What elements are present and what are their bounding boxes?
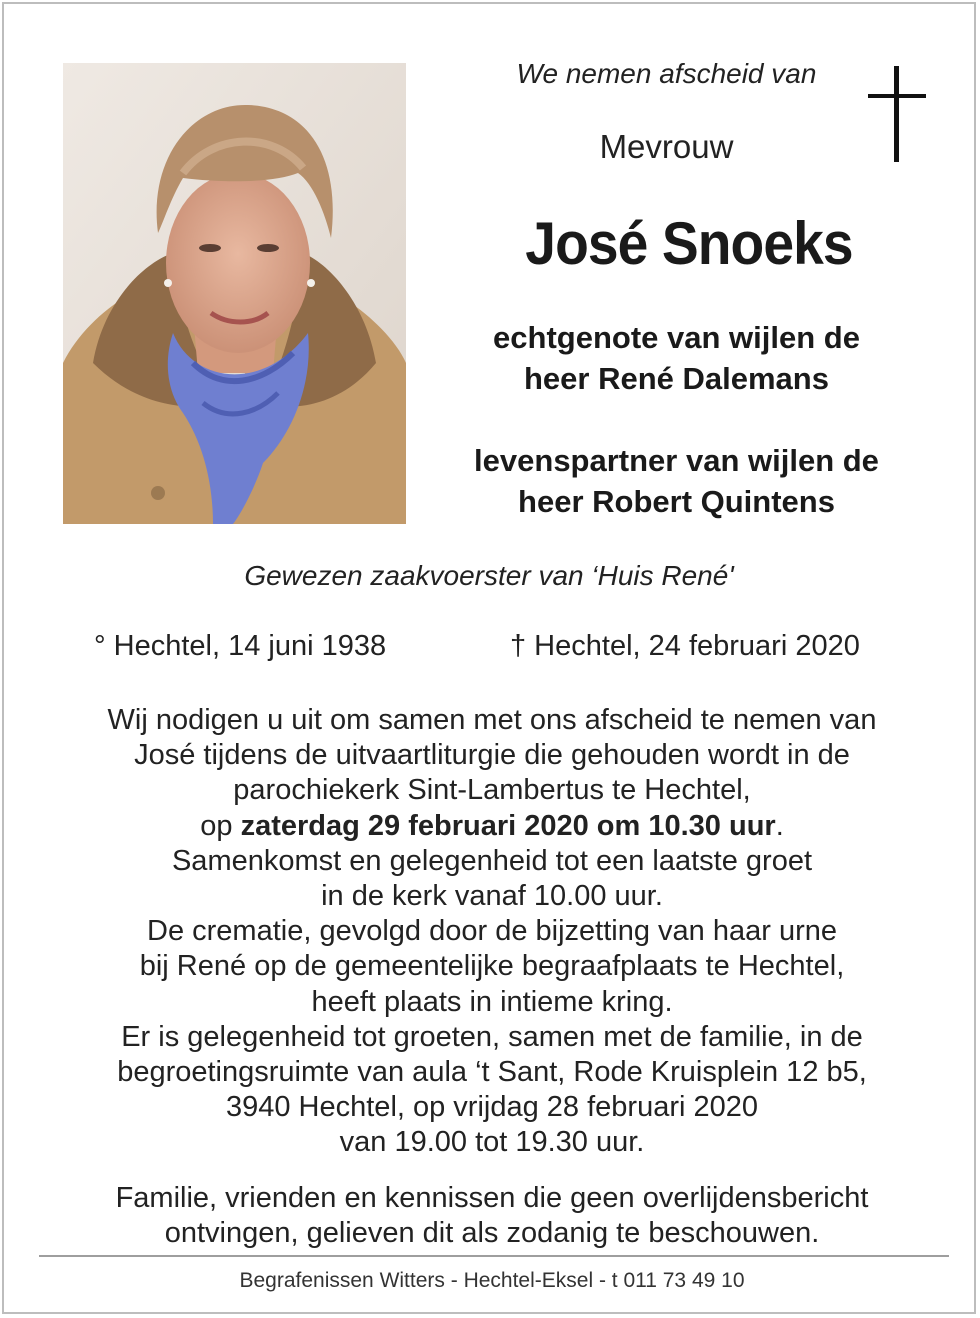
body-line: Samenkomst en gelegenheid tot een laatste groet bbox=[171, 844, 813, 877]
birth-info: ° Hechtel, 14 juni 1938 bbox=[94, 630, 387, 662]
body-line: 3940 Hechtel, op vrijdag 28 februari 2020 bbox=[225, 1091, 759, 1124]
occupation: Gewezen zaakvoerster van ‘Huis René' bbox=[244, 560, 734, 591]
obituary-card bbox=[2, 2, 976, 1314]
relation-spouse-line: echtgenote van wijlen de bbox=[493, 320, 860, 355]
funeral-home-footer: Begrafenissen Witters - Hechtel-Eksel - t 011 73 49 10 bbox=[239, 1269, 745, 1292]
body-line: parochiekerk Sint-Lambertus te Hechtel, bbox=[233, 774, 751, 807]
ceremony-date-line bbox=[4, 809, 980, 844]
body-line: bij René op de gemeentelijke begraafplaats te Hechtel, bbox=[139, 950, 845, 983]
relation-partner bbox=[424, 440, 929, 522]
relation-spouse bbox=[424, 317, 929, 399]
ceremony-date: zaterdag 29 februari 2020 om 10.30 uur bbox=[240, 809, 776, 842]
body-line: José tijdens de uitvaartliturgie die gehouden wordt in de bbox=[134, 739, 850, 772]
relation-spouse-line: heer René Dalemans bbox=[524, 361, 829, 396]
invitation-text bbox=[4, 703, 980, 1161]
intro-text: We nemen afscheid van bbox=[516, 58, 817, 89]
body-line: Er is gelegenheid tot groeten, samen met de familie, in de bbox=[121, 1020, 863, 1053]
closing-text bbox=[4, 1181, 980, 1251]
relation-partner-line: heer Robert Quintens bbox=[518, 484, 835, 519]
body-line: Wij nodigen u uit om samen met ons afscheid te nemen van bbox=[107, 704, 877, 736]
ceremony-date-suffix: . bbox=[775, 809, 784, 842]
body-line: De crematie, gevolgd door de bijzetting van haar urne bbox=[147, 915, 837, 948]
closing-line: Familie, vrienden en kennissen die geen overlijdensbericht bbox=[115, 1182, 869, 1214]
body-line: heeft plaats in intieme kring. bbox=[311, 985, 673, 1018]
closing-line: ontvingen, gelieven dit als zodanig te beschouwen. bbox=[164, 1217, 820, 1249]
body-line: begroetingsruimte van aula ‘t Sant, Rode Kruisplein 12 b5, bbox=[117, 1056, 867, 1089]
ceremony-date-prefix: op bbox=[200, 809, 241, 842]
footer-divider bbox=[39, 1255, 949, 1257]
portrait-photo bbox=[63, 63, 406, 524]
honorific: Mevrouw bbox=[599, 128, 734, 165]
body-line: in de kerk vanaf 10.00 uur. bbox=[321, 880, 663, 913]
body-line: van 19.00 tot 19.30 uur. bbox=[339, 1126, 645, 1159]
relation-partner-line: levenspartner van wijlen de bbox=[474, 443, 879, 478]
death-info: † Hechtel, 24 februari 2020 bbox=[510, 630, 860, 662]
deceased-name: José Snoeks bbox=[525, 210, 853, 277]
